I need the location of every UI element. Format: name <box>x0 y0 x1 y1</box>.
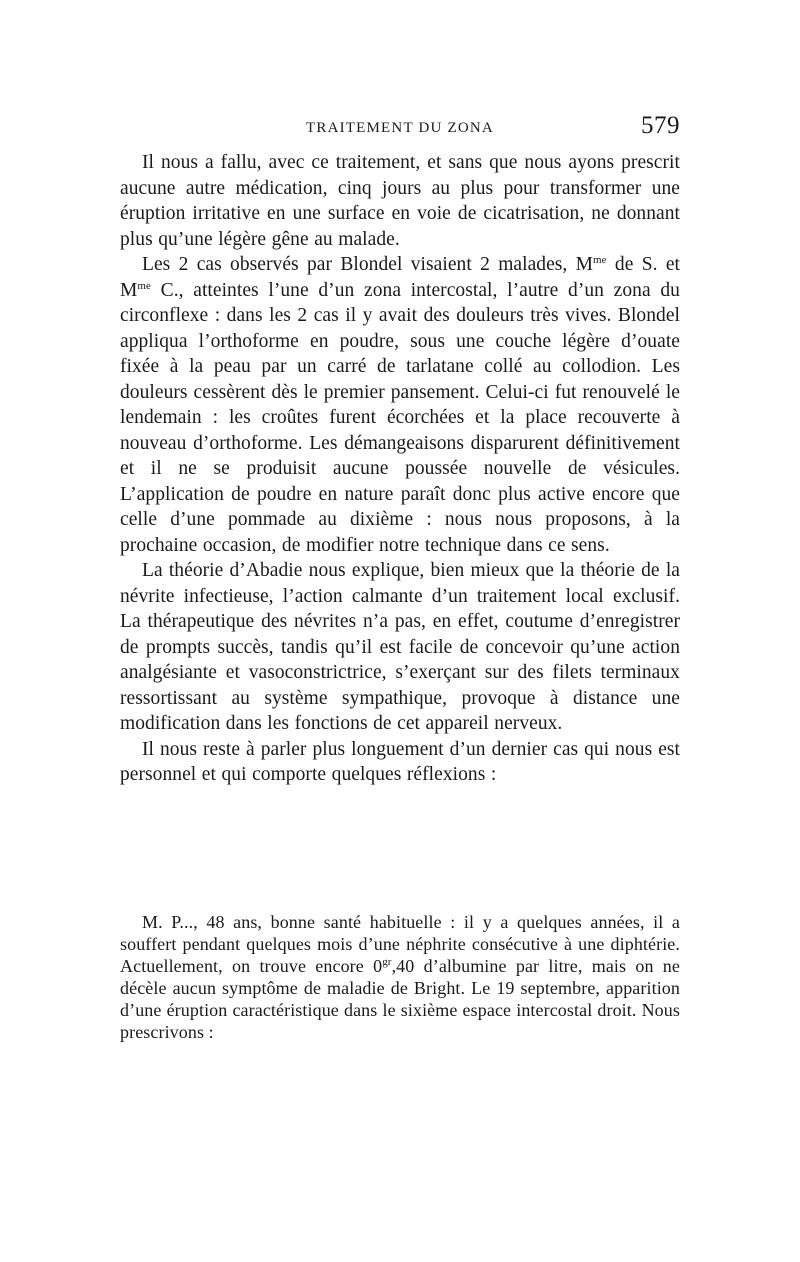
case-report <box>120 911 680 1043</box>
superscript-abbrev: me <box>137 279 151 292</box>
superscript-abbrev: gr <box>382 956 392 968</box>
paragraph-2: Les 2 cas observés par Blondel visaient 2 malades, $M^{me}$ de S. et $M^{me}$ C., atteintes l’une d’un zona intercostal, l’autre d’un zona du circonflexe : dans les 2 cas il y avait des douleurs très vives. Blondel appliqua l’orthoforme en poudre, sous une couche légère d’ouate fixée à la peau par un carré de tarlatane collé au collodion. Les douleurs cessèrent dès le premier pansement. Celui-ci fut renouvelé le lendemain : les croûtes furent écorchées et la place recouverte à nouveau d’orthoforme. Les démangeaisons disparurent définitivement et il ne se produisit aucune poussée nouvelle de vésicules. L’application de poudre en nature paraît donc plus active encore que celle d’une pommade au dixième : nous nous proposons, à la prochaine occasion, de modifier notre technique dans ce sens. <box>120 254 680 556</box>
superscript-abbrev: me <box>593 254 607 266</box>
running-head <box>120 112 680 142</box>
paragraph-3: La théorie d’Abadie nous explique, bien mieux que la théorie de la névrite infectieuse, l’action calmante d’un traitement local exclusif. La thérapeutique des névrites n’a pas, en effet, coutume d’enregistrer de prompts succès, tandis qu’il est facile de concevoir qu’une action analgésiante et vasoconstrictrice, s’exerçant sur des filets terminaux ressortissant au système sympathique, provoque à distance une modification dans les fonctions de cet appareil nerveux. <box>120 560 680 734</box>
body-text <box>120 150 680 788</box>
paragraph-4: Il nous reste à parler plus longuement d’un dernier cas qui nous est personnel et qui comporte quelques réflexions : <box>120 738 680 785</box>
running-title: TRAITEMENT DU ZONA <box>306 120 494 136</box>
page-number: 579 <box>641 112 680 139</box>
case-report-paragraph: M. P..., 48 ans, bonne santé habituelle : il y a quelques années, il a souffert pendant quelques mois d’une néphrite consécutive à une diphtérie. Actuellement, on trouve encore $0^{gr},40$ d’albumine par litre, mais on ne décèle aucun symptôme de maladie de Bright. Le 19 septembre, apparition d’une éruption caractéristique dans le sixième espace intercostal droit. Nous prescrivons : <box>120 912 680 1042</box>
paragraph-1: Il nous a fallu, avec ce traitement, et sans que nous ayons prescrit aucune autre médication, cinq jours au plus pour transformer une éruption irritative en une surface en voie de cicatrisation, ne donnant plus qu’une légère gêne au malade. <box>120 152 680 250</box>
